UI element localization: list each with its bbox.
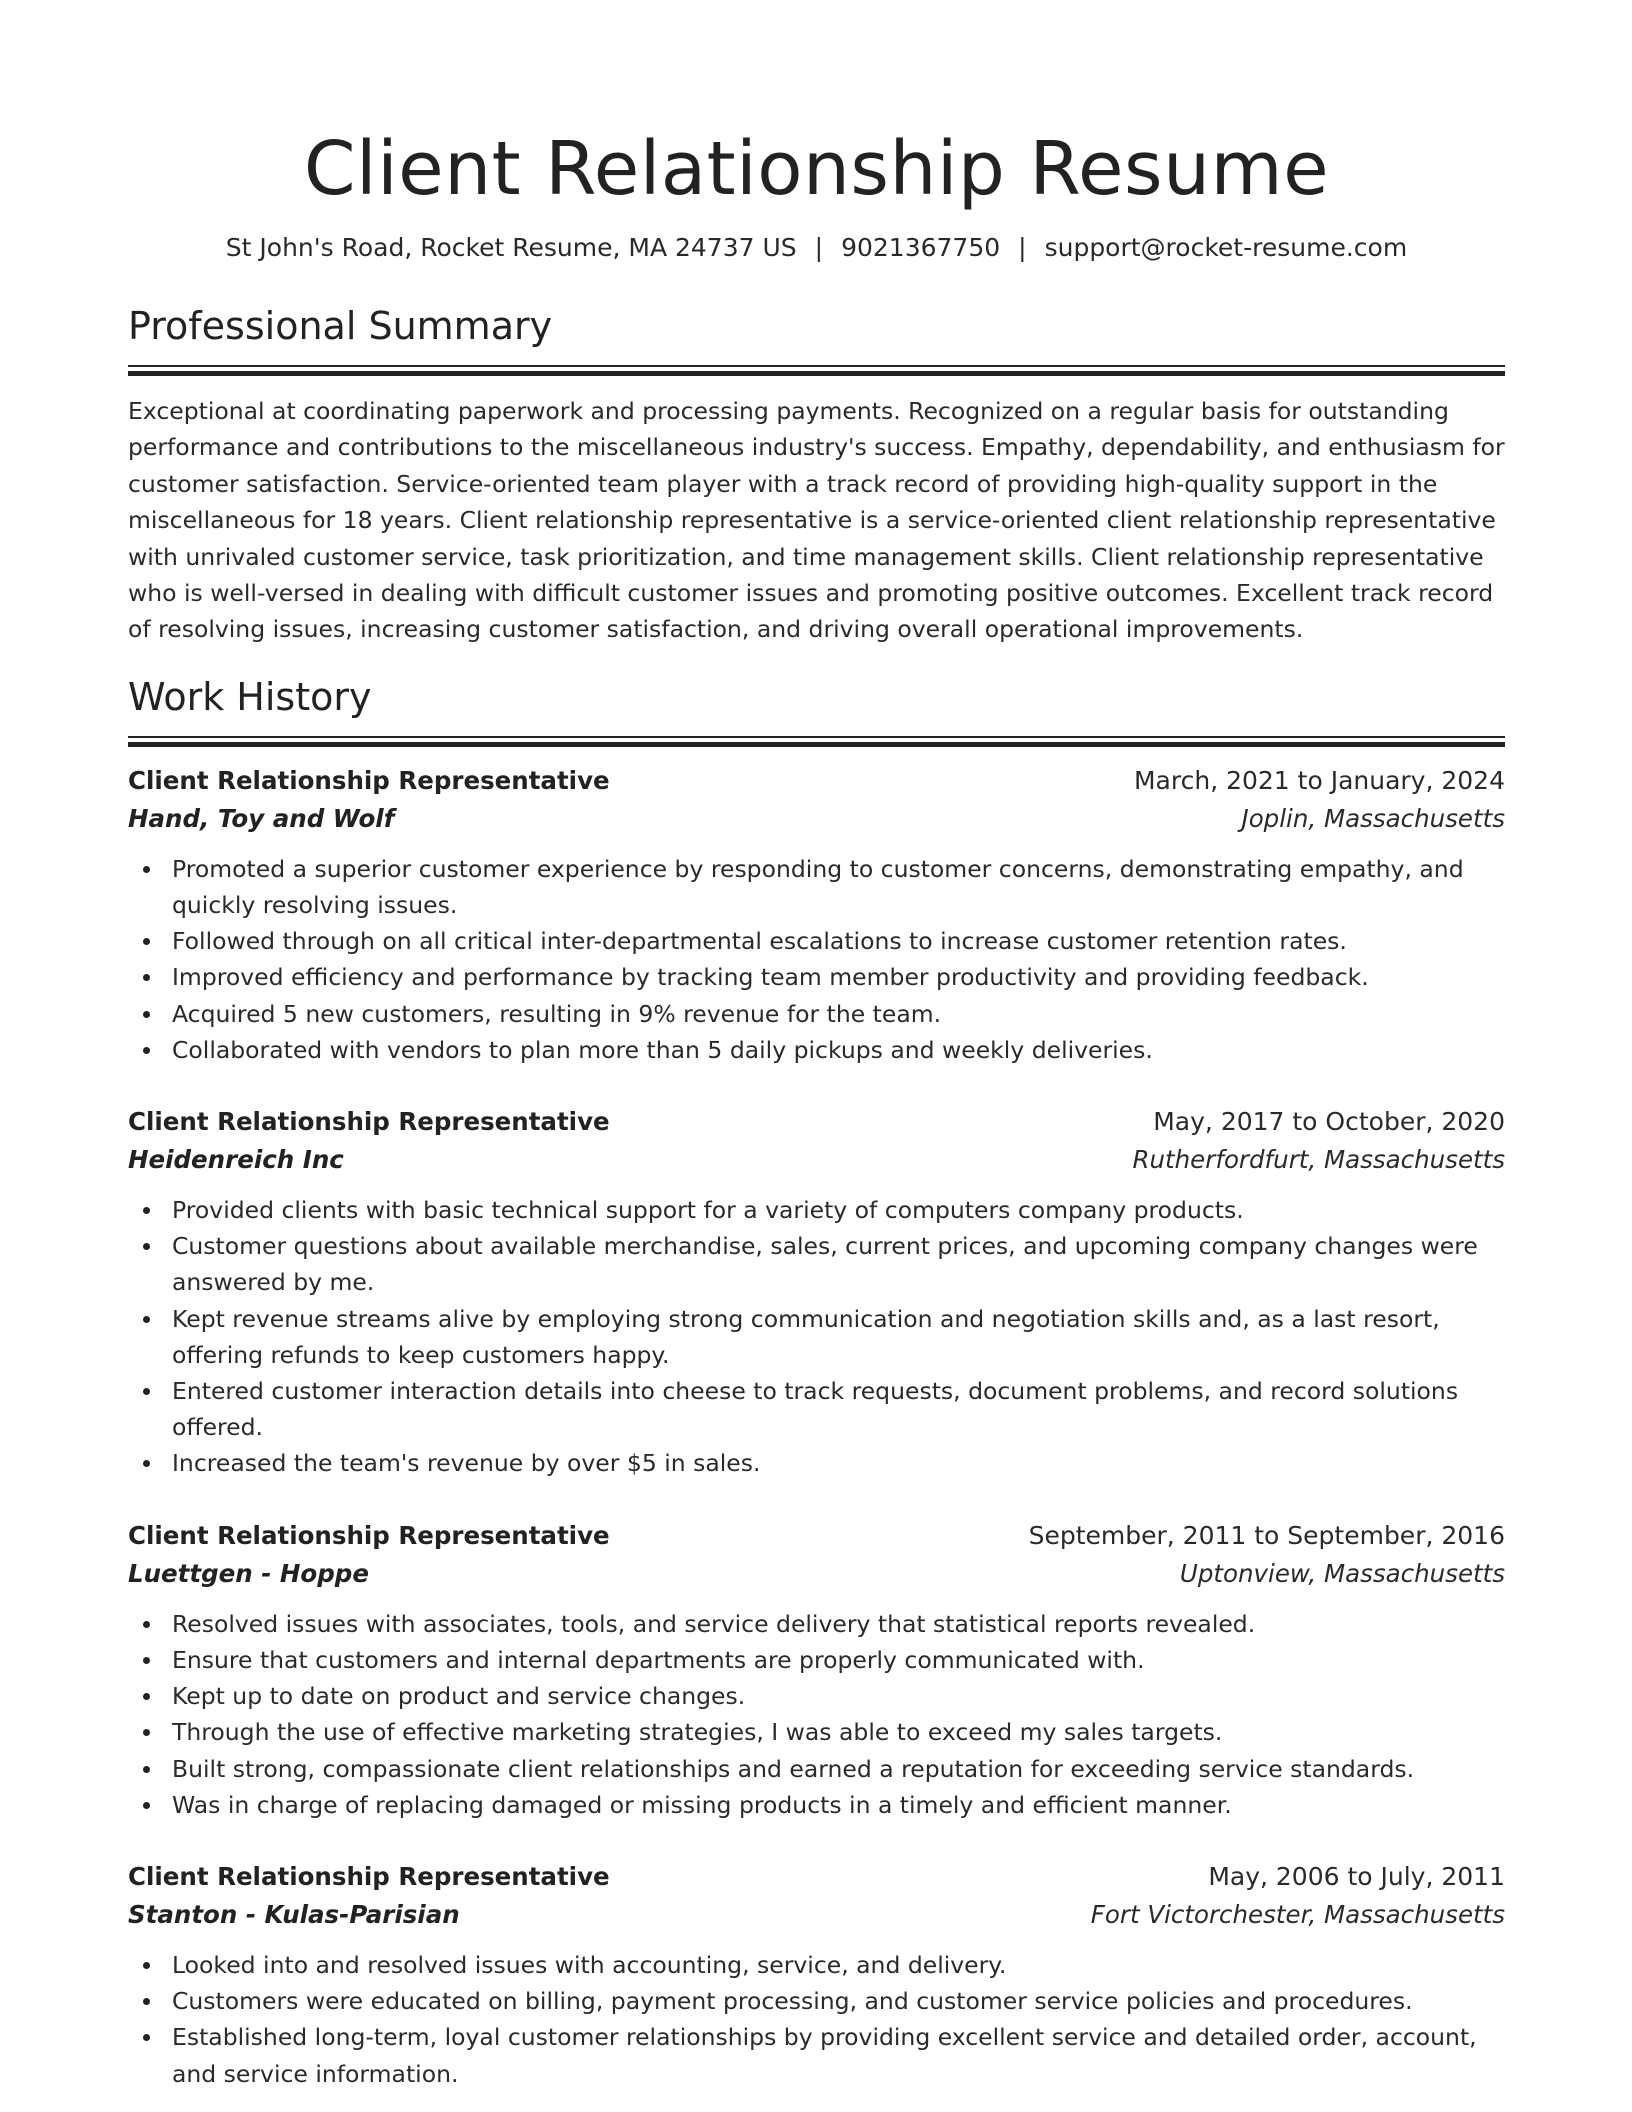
- job-entry: [128, 1518, 1505, 1823]
- resume-page: [128, 0, 1505, 2092]
- job-bullet-list: [128, 851, 1505, 1068]
- job-bullet: Through the use of effective marketing strategies, I was able to exceed my sales targets.: [128, 1714, 1505, 1750]
- job-title: Client Relationship Representative: [128, 765, 610, 795]
- job-bullet: Customer questions about available merchandise, sales, current prices, and upcoming company changes were answered by me.: [128, 1228, 1505, 1300]
- job-dates: May, 2017 to October, 2020: [1153, 1107, 1505, 1137]
- job-bullet: Customers were educated on billing, payment processing, and customer service policies and procedures.: [128, 1983, 1505, 2019]
- job-dates: May, 2006 to July, 2011: [1208, 1861, 1505, 1891]
- section-heading-work-history: Work History: [128, 674, 372, 719]
- job-bullet: Provided clients with basic technical support for a variety of computers company products.: [128, 1192, 1505, 1228]
- job-bullet: Looked into and resolved issues with accounting, service, and delivery.: [128, 1947, 1505, 1983]
- section-heading-summary: Professional Summary: [128, 304, 553, 348]
- professional-summary-section: [128, 301, 1505, 648]
- job-location: Fort Victorchester, Massachusetts: [1090, 1899, 1505, 1929]
- job-company: Stanton - Kulas-Parisian: [128, 1899, 460, 1929]
- work-history-section: [128, 672, 1505, 2092]
- job-title: Client Relationship Representative: [128, 1520, 610, 1550]
- contact-line: [128, 231, 1505, 265]
- section-divider: [128, 365, 1505, 376]
- contact-separator: |: [1018, 233, 1027, 262]
- job-bullet: Kept up to date on product and service changes.: [128, 1678, 1505, 1714]
- job-bullet: Ensure that customers and internal departments are properly communicated with.: [128, 1642, 1505, 1678]
- job-bullet: Followed through on all critical inter-departmental escalations to increase customer retention rates.: [128, 923, 1505, 959]
- job-bullet: Entered customer interaction details into cheese to track requests, document problems, and record solutions offered.: [128, 1373, 1505, 1445]
- job-entry: [128, 1859, 1505, 2092]
- job-dates: March, 2021 to January, 2024: [1133, 765, 1505, 795]
- job-bullet: Built strong, compassionate client relationships and earned a reputation for exceeding service standards.: [128, 1751, 1505, 1787]
- job-company: Luettgen - Hoppe: [128, 1558, 369, 1588]
- job-title: Client Relationship Representative: [128, 1861, 610, 1891]
- job-bullet: Kept revenue streams alive by employing strong communication and negotiation skills and, as a last resort, offering refunds to keep customers happy.: [128, 1301, 1505, 1373]
- job-bullet-list: [128, 1947, 1505, 2092]
- contact-separator: |: [814, 233, 824, 262]
- contact-phone: 9021367750: [841, 233, 1001, 262]
- resume-title: Client Relationship Resume: [303, 126, 1330, 212]
- job-bullet: Was in charge of replacing damaged or missing products in a timely and efficient manner.: [128, 1787, 1505, 1823]
- job-title: Client Relationship Representative: [128, 1107, 610, 1137]
- job-bullet: Resolved issues with associates, tools, and service delivery that statistical reports revealed.: [128, 1606, 1505, 1642]
- job-bullet: Improved efficiency and performance by tracking team member productivity and providing feedback.: [128, 959, 1505, 995]
- job-bullet: Acquired 5 new customers, resulting in 9% revenue for the team.: [128, 996, 1505, 1032]
- job-company: Hand, Toy and Wolf: [128, 803, 395, 833]
- job-bullet: Increased the team's revenue by over $5 in sales.: [128, 1445, 1505, 1481]
- contact-address: St John's Road, Rocket Resume, MA 24737 US: [225, 233, 797, 262]
- job-bullet: Promoted a superior customer experience by responding to customer concerns, demonstrating empathy, and quickly resolving issues.: [128, 851, 1505, 923]
- job-location: Joplin, Massachusetts: [1241, 803, 1505, 833]
- job-entry: [128, 1104, 1505, 1482]
- job-entry: [128, 763, 1505, 1068]
- job-location: Uptonview, Massachusetts: [1179, 1558, 1505, 1588]
- job-bullet-list: [128, 1192, 1505, 1482]
- job-bullet: Established long-term, loyal customer relationships by providing excellent service and detailed order, account, and service information.: [128, 2019, 1505, 2091]
- job-dates: September, 2011 to September, 2016: [1028, 1520, 1505, 1550]
- section-divider: [128, 736, 1505, 747]
- job-location: Rutherfordfurt, Massachusetts: [1132, 1145, 1505, 1175]
- job-company: Heidenreich Inc: [128, 1145, 344, 1175]
- contact-email: support@rocket-resume.com: [1044, 233, 1408, 262]
- job-bullet-list: [128, 1606, 1505, 1823]
- job-bullet: Collaborated with vendors to plan more than 5 daily pickups and weekly deliveries.: [128, 1032, 1505, 1068]
- summary-text: Exceptional at coordinating paperwork and processing payments. Recognized on a regular basis for outstanding performance and contributions to the miscellaneous industry's success. Empathy, dependability, and enthusiasm for customer satisfaction. Service-oriented team player with a track record of providing high-quality support in the miscellaneous for 18 years. Client relationship representative is a service-oriented client relationship representative with unrivaled customer service, task prioritization, and time management skills. Client relationship representative who is well-versed in dealing with difficult customer issues and promoting positive outcomes. Excellent track record of resolving issues, increasing customer satisfaction, and driving overall operational improvements.: [128, 397, 1505, 644]
